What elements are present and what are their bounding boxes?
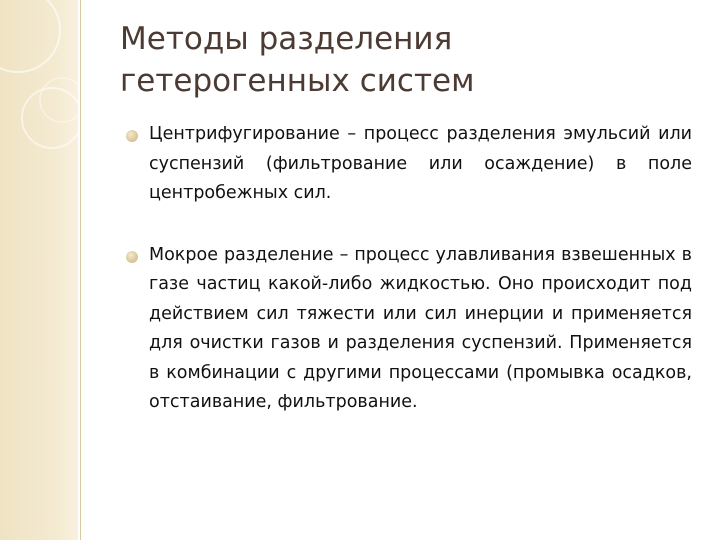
bullet-text: Центрифугирование – процесс разделения эмульсий или суспензий (фильтрование или осаждение) в поле центробежных сил.	[149, 124, 692, 203]
bullet-list	[126, 120, 692, 418]
side-divider	[80, 0, 81, 540]
slide-title-line-2: гетерогенных систем	[120, 63, 475, 99]
slide-title	[120, 18, 680, 102]
bullet-marker-icon	[126, 130, 138, 142]
bullet-marker-icon	[126, 251, 138, 263]
slide-title-line-1: Методы разделения	[120, 21, 453, 57]
bullet-item-wet-separation	[126, 241, 692, 418]
bullet-item-centrifugation	[126, 120, 692, 209]
bullet-text: Мокрое разделение – процесс улавливания взвешенных в газе частиц какой-либо жидкостью. Оно происходит под действием сил тяжести или сил инерции и применяется для очистки газов и разделения суспензий. Применяется в комбинации с другими процессами (промывка осадков, отстаивание, фильтрование.	[149, 244, 692, 412]
decorative-circles	[0, 0, 80, 540]
